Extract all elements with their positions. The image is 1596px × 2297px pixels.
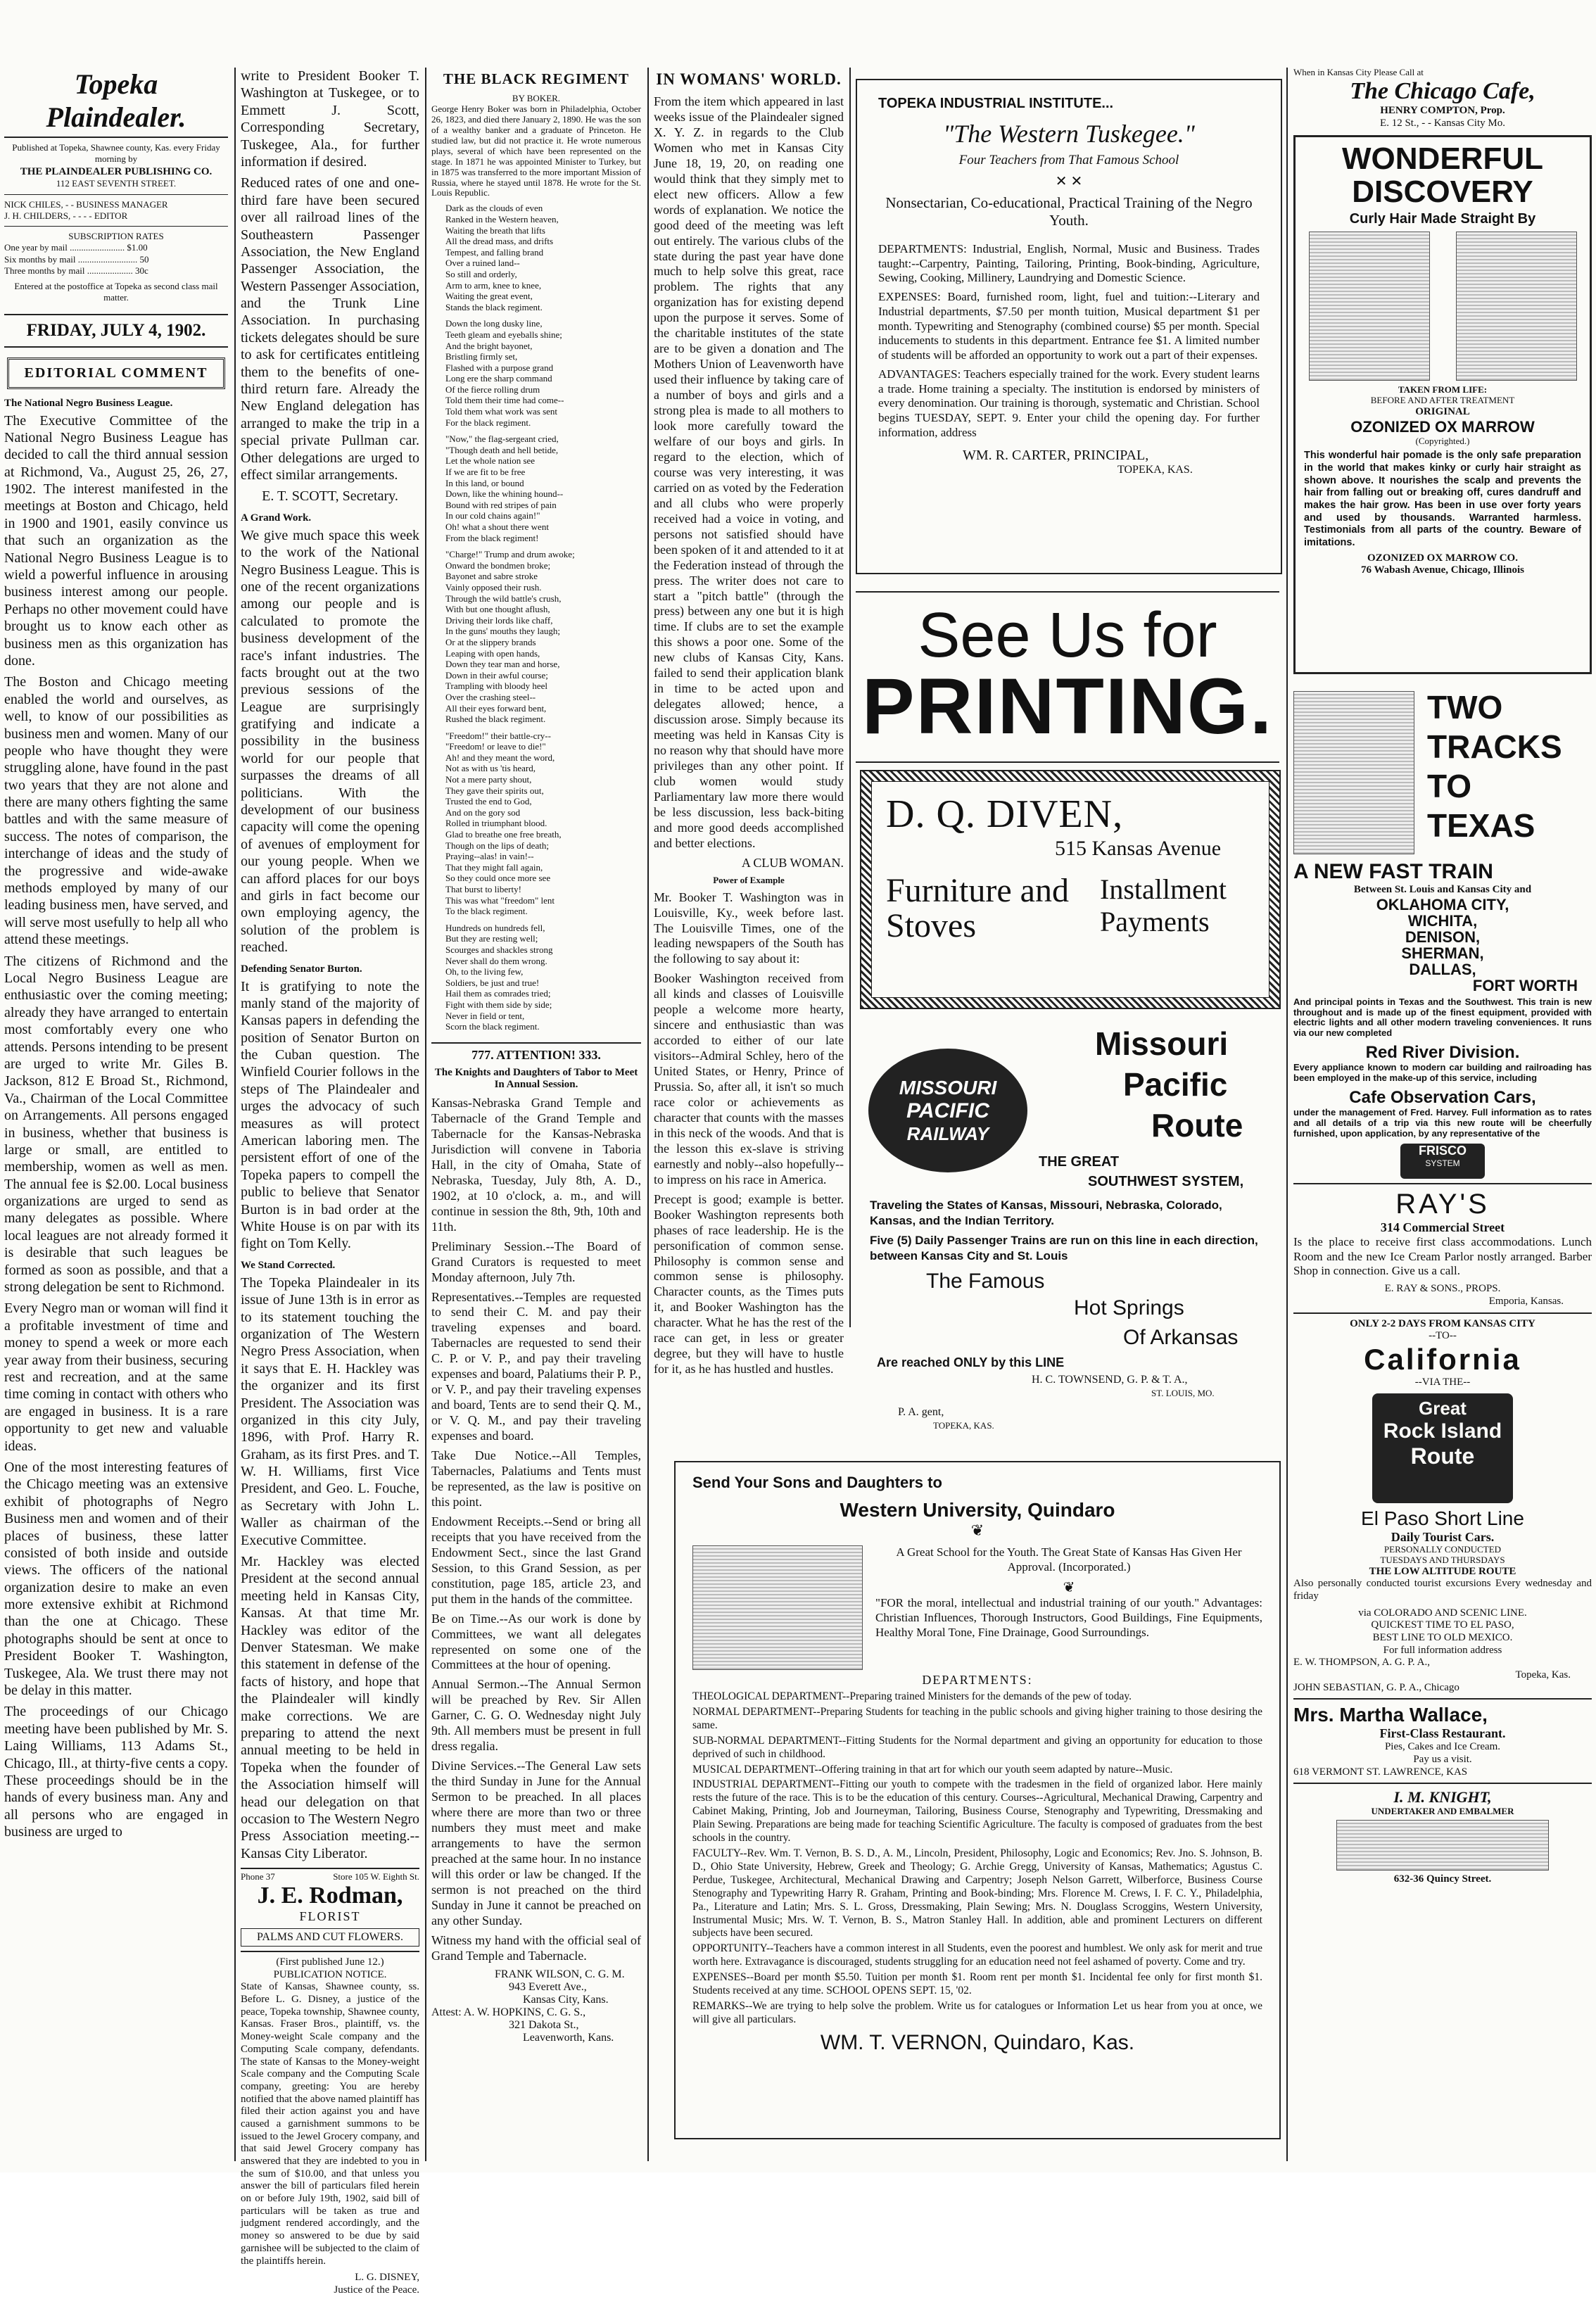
rates-title: SUBSCRIPTION RATES — [68, 231, 164, 241]
column-4 — [654, 68, 844, 1377]
wu-dept: FACULTY--Rev. Wm. T. Vernon, B. S. D., A. M., Lincoln, President, Philosophy, Logic and Economics; Rev. Jno. S. Johnson, B. D., Ohio State University, Hebrew, Greek and Theology; G. Archie Gregg, University of Kansas, Mathematics; Agustus C. Perdue, Tuskegee, Architectural, Mechanical Drawing and Carpentry; Joseph Nelson Garrett, Wilberforce, Business Course Stenography and Typewriting Harry R. Graham, Printing and Book-binding; Mrs. Florence M. Crews, I. F. C. Y., Philadelphia, Pa., Literature and Latin; Mrs. S. L. Gross, Dressmaking, Plain Sewing; Mrs. N. Douglass Scroggins, Western University, Instrumental Music; Mrs. W. T. Vernon, B. S., Matron Stanley Hall. In addition, able and prominent Lecturers on different subjects have been secured. — [692, 1847, 1262, 1940]
wallace-rest: First-Class Restaurant. — [1379, 1726, 1506, 1741]
paragraph: Preliminary Session.--The Board of Grand Curators is requested to meet Monday afternoon, July 7th. — [431, 1239, 641, 1284]
mopac-badge-icon: MISSOURI PACIFIC RAILWAY — [868, 1049, 1027, 1172]
knight-name: I. M. KNIGHT, — [1393, 1788, 1492, 1806]
after-portrait-illustration — [1456, 232, 1577, 381]
notice-body: State of Kansas, Shawnee county, ss. Before L. G. Disney, a justice of the peace, Topeka township, Shawnee county, Kansas. Fraser Bros., plaintiff, vs. the Money-weight Scale company and the Computing Scale company, defendants. The state of Kansas to the Money-weight Scale company and the Computing Scale company, greeting: You are hereby notified that the above named plaintiff has filed their action against you and have caused a garnishment summons to be issued to the Jewel Grocery company, and that said Jewel Grocery company has answered that they are indebted to you in the sum of $10.00, and that unless you answer the bill of particulars filed herein on or before July 19th, 1902, said bill of particulars will be taken as true and judgment rendered accordingly, and the money so answered to be due by said garnishee will be subjected to the claim of the plaintiffs herein. — [241, 1981, 419, 2267]
tracks-texas: TEXAS — [1427, 807, 1535, 844]
paragraph: write to President Booker T. Washington at Tuskegee, or to Emmett J. Scott, Corresponding Secretary, Tuskegee, Ala., for further information if desired. — [241, 68, 419, 170]
column-rule — [647, 68, 649, 2161]
paragraph: The citizens of Richmond and the Local Negro Business League are enthusiastic over the coming meeting; already they have arranged to entertain most comfortably every one who attends. Persons intending to be present are urged to write Mr. Giles B. Jackson, 812 E Broad St., Richmond, Va., Chairman of the Local Committee on Arrangements. All persons engaged in business, whether that business is large or small, are entitled to membership, women as well as men. The annual fee is $2.00. Local business organizations are urged to send as many delegates as possible. Where local leagues are not already formed it is desirable that such leagues be formed as soon as possible, and that a strong delegation be sent to Richmond. — [4, 953, 228, 1296]
city: SHERMAN, — [1401, 944, 1484, 963]
via-line: --VIA THE-- — [1414, 1376, 1471, 1388]
marrow-title: DISCOVERY — [1352, 174, 1533, 209]
notice-signature: L. G. DISNEY, — [355, 2272, 419, 2284]
florist-address: Store 105 W. Eighth St. — [333, 1871, 419, 1882]
wu-departments: DEPARTMENTS: — [922, 1673, 1033, 1687]
staff-line: J. H. CHILDERS, - - - - EDITOR — [4, 210, 128, 221]
column-rule — [234, 68, 236, 2161]
wu-dept: MUSICAL DEPARTMENT--Offering training in that art for which our youth seem adapted by nature--Music. — [692, 1763, 1173, 1776]
ad-mark: ✕ ✕ — [1055, 174, 1083, 189]
marrow-copy: (Copyrighted.) — [1415, 436, 1470, 447]
section-title: IN WOMANS' WORLD. — [656, 70, 842, 88]
wu-dept: INDUSTRIAL DEPARTMENT--Fitting our youth to compete with the tradesmen in the field of organized labor. Here mainly rests the future of the race. This is to be the education of this century. Courses--Agricultural, Mechanical Drawing, Carpentry and Cabinet Making, Printing, Job and Journeyman, Tailoring, Business Course, Stenography and Typewriting, Dressmaking and Plain Sewing. Preparations are being made for teaching Scientific Agriculture. The faculty is composed of graduates from the best schools in the country. — [692, 1778, 1262, 1844]
paragraph: We give much space this week to the work of the National Negro Business League. This is one of the recent organizations among our people and is calculated to promote the business development of the race's infant industries. The facts brought out at the two previous sessions of the League are surprisingly gratifying and indicate a possibility in the business world for our people that surpasses the dreams of all politicians. With the development of our business capacity will come the opening of avenues of employment for our young people. When we can afford places for our boys and girls in fact become our own employing agency, the solution of the problem is reached. — [241, 527, 419, 956]
paragraph: The Topeka Plaindealer in its issue of June 13th is in error as to its statement touching the organization of The Western Negro Press Association, when it says that E. H. Hackley was the organizer and its first President. The Association was organized in this city July, 1896, with Prof. Harry R. Graham, as its first Pres. and T. W. H. Williams, first Vice President, and Geo. L. Fouche, as Secretary with John L. Waller as chairman of the Executive Committee. — [241, 1274, 419, 1548]
marrow-product: OZONIZED OX MARROW — [1350, 418, 1535, 436]
to-line: --TO-- — [1429, 1330, 1457, 1342]
mopac-springs: Hot Springs — [1074, 1296, 1184, 1320]
full-info: For full information address — [1383, 1644, 1502, 1656]
paragraph: From the item which appeared in last weeks issue of the Plaindealer signed X. Y. Z. in regards to the Club Women who met in Kansas City June 18, 19, 20, on reading one would think that they simply met to elect new officers. Allow a few words of explanation. We notice the good deed of the meeting was left out entirely. The various clubs of the state during the past year have done much to help solve this great, race problem. The rights that any organization has for existing depend upon the purpose it serves. Some of the charitable institutes of the state are to be given a donation and The Mothers Union of Leavenworth have used their influence by taking care of a number of boys and girls and a strong plea is made to all mothers to look more carefully toward the welfare of our boys and girls. In regard to the election, which of course was very interesting, it was carried on as voted by the Federation and all clubs who were properly received had a voice in voting, and persons not satisfied should have been spoken of it and attended to it at the Federation instead of through the press. The writer does not care to start a "pitch battle" (through the press) between any one but it is high time. If clubs are to set the example this shows a poor one. Some of the new clubs of Kansas City, Kans. failed to send their application blank in time to be acted upon and delegates allowed; hence, a discussion arose. Simply because its meeting was held in Kansas City is no reason why that should have more privileges than any other point. If club women would study Parliamentary law more there would be less discussion, less back-biting and more good deeds accomplished and better elections. — [654, 94, 844, 850]
paragraph: Booker Washington received from all kinds and classes of Louisville people a welcome more hearty, sincere and enthusiastic than was accorded to either of our late visitors--Admiral Schley, hero of the United States, or Henry, Prince of Prussia. So, after all, it isn't so much race color or achievements as character that counts with the masses in this neck of the woods. And that is the lesson this ex-slave is striving earnestly and nobly--also hopefully--to impress on his race in America. — [654, 971, 844, 1187]
rays-body: Is the place to receive first class accommodations. Lunch Room and the new Ice Cream Parlor nostly arranged. Barber Shop in connection. Give us a call. — [1293, 1235, 1592, 1278]
cafe-prop: HENRY COMPTON, Prop. — [1380, 104, 1505, 116]
rock-island-logo-icon: Great Rock Island Route — [1372, 1393, 1513, 1503]
cafe-observation-body: under the management of Fred. Harvey. Full information as to rates and all details of a trip via this new route will be cheerfully furnished, upon application, by any representative of the — [1293, 1107, 1592, 1139]
daily: Daily Tourist Cars. — [1391, 1529, 1495, 1544]
via2: via COLORADO AND SCENIC LINE. — [1358, 1607, 1527, 1619]
pc: PERSONALLY CONDUCTED — [1383, 1543, 1502, 1555]
el-paso: El Paso Short Line — [1361, 1507, 1524, 1529]
poem-stanza: "Now," the flag-sergeant cried, "Though death and hell betide, Let the whole nation see If we are fit to be free In this land, or bound Down, like the whining hound-- Bound with red stripes of pain In our cold chains again!" Oh! what a shout there went From the black regiment! — [445, 434, 564, 543]
editorial-heading: EDITORIAL COMMENT — [7, 357, 225, 389]
poem-title: THE BLACK REGIMENT — [443, 70, 630, 87]
notice-title: PUBLICATION NOTICE. — [273, 1968, 387, 1980]
wu-name: Western University, Quindaro — [840, 1499, 1115, 1521]
mopac-ark: Of Arkansas — [1123, 1326, 1239, 1349]
mopac-states: Traveling the States of Kansas, Missouri, Nebraska, Colorado, Kansas, and the Indian Territory. — [870, 1198, 1222, 1228]
poem-stanza: Dark as the clouds of even Ranked in the Western heaven, Waiting the breath that lifts All the dread mass, and drifts Tempest, and falling brand Over a ruined land-- So still and orderly, Arm to arm, knee to knee, Waiting the great event, Stands the black regiment. — [445, 203, 559, 312]
article-heading: The National Negro Business League. — [4, 397, 173, 409]
ad-sub: Four Teachers from That Famous School — [958, 153, 1179, 167]
city: OKLAHOMA CITY, — [1376, 896, 1509, 913]
printing-ad — [856, 591, 1279, 763]
paragraph: Reduced rates of one and one-third fare have been secured over all railroad lines of the Southeastern Passenger Association, the New England Passenger Association, the Western Passenger Association, and the Trunk Line Association. In purchasing tickets delegates should be sure to ask for certificates entitleing them to the benefits of one-third return fare. Already the New England delegation has arranged to make the trip in a special private Pullman car. Other delegations are urged to effect similar arrangements. — [241, 175, 419, 483]
red-river: Red River Division. — [1365, 1043, 1520, 1063]
paragraph: Mr. Hackley was elected President at the second annual meeting held in Kansas City, Kansas. At that time Mr. Hackley was editor of the Denver Statesman. We make this statement in defense of the facts of history, and hope that the Plaindealer will kindly make corrections. We are preparing to attend the next annual meeting to be held in Topeka when the founder of the Association himself will head our delegation on that occasion to The Western Negro Press Association meeting.--Kansas City Liberator. — [241, 1554, 419, 1861]
paragraph: The Boston and Chicago meeting enabled the world and ourselves, as well, to know of our possibilities as business men and women. Many of our people who have thought they were struggling alone, have found in the past two years that they are not alone and there are many others fighting the same battles and with the same measure of success. The notes of comparison, the interchange of ideas and the study of the progressive and wide-awake methods employed by many of our leading business men, have served, and will serve most usefully to help all who attend these meetings. — [4, 674, 228, 948]
paragraph: Take Due Notice.--All Temples, Tabernacles, Palatiums and Tents must be represented, as the law is positive on this point. — [431, 1448, 641, 1509]
paragraph: Precept is good; example is better. Booker Washington represents both phases of race leadership. He is the personification of common sense. Philosophy is common sense and common sense is philosophy. Character counts, as the Times puts it, and Booker Washington has the character. What he has the rest of the race can get, in less or greater degree, but they will have to hustle for it, as he has hustled and hustles. — [654, 1191, 844, 1377]
paragraph: The Executive Committee of the National Negro Business League has decided to call the third annual session at Richmond, Va., August 25, 26, 27, 1902. The interest manifested in the meetings at Boston and Chicago, held in 1900 and 1901, easily convince us that such an organization as the National Negro Business League is to wield a powerful influence in arousing business interest among our people. Perhaps no other movement could have brought us to know each other as business men as this organization has done. — [4, 412, 228, 669]
mopac-ad-lower — [856, 1326, 1279, 1436]
signature: FRANK WILSON, C. G. M. — [495, 1968, 625, 1980]
wu-dept: SUB-NORMAL DEPARTMENT--Fitting Students for the Normal department and giving an opportunity for education to those deprived of such in childhood. — [692, 1734, 1262, 1760]
article-heading: Power of Example — [713, 874, 785, 885]
column-3 — [431, 68, 641, 2161]
masthead-address: 112 EAST SEVENTH STREET. — [56, 178, 177, 189]
marrow-title: WONDERFUL — [1342, 141, 1543, 177]
florist-phone: Phone 37 — [241, 1871, 275, 1882]
paragraph: Every Negro man or woman will find it a profitable investment of time and money to spend a week or more each year away from their business, securing rest and recreation, and at the same time coming in contact with others who are engaged in business. It is a rare opportunity to get new and valuable ideas. — [4, 1301, 228, 1454]
mopac-agent: P. A. gent, — [898, 1406, 944, 1418]
column-2 — [241, 68, 419, 2296]
diven-left: Furniture and Stoves — [886, 872, 1069, 945]
article-heading: Defending Senator Burton. — [241, 963, 362, 975]
poem-stanza: Hundreds on hundreds fell, But they are resting well; Scourges and shackles strong Never shall do them wrong. Oh, to the living few, Soldiers, be just and true! Hail them as comrades tried; Fight with them side by side; Never in field or tent, Scorn the black regiment. — [445, 922, 553, 1032]
paragraph: Endowment Receipts.--Send or bring all receipts that you have received from the Endowment Sect., since the last Grand Session, to this Grand Session, as per constitution, page 185, article 23, and put them in the hands of the committee. — [431, 1514, 641, 1606]
wallace-address: 618 VERMONT ST. LAWRENCE, KAS — [1293, 1766, 1468, 1778]
rays-address: 314 Commercial Street — [1380, 1220, 1505, 1234]
diven-right: Installment Payments — [1100, 873, 1227, 937]
low-altitude: THE LOW ALTITUDE ROUTE — [1369, 1565, 1516, 1577]
paragraph: Divine Services.--The General Law sets the third Sunday in June for the Annual Sermon to be preached. In all places where there are more than two or three numbers they must meet and make arrangements to have the sermon preached at the same hour. In no instance will this order or law be changed. If the sermon is not preached on the third Sunday in June it cannot be preached on any other Sunday. — [431, 1759, 641, 1928]
wallace-name: Mrs. Martha Wallace, — [1293, 1704, 1488, 1726]
notice-role: Justice of the Peace. — [334, 2284, 419, 2296]
wu-tagline: "FOR the moral, intellectual and industrial training of our youth." Advantages: Christian Influences, Thorough Instructors, Good Buildings, Fine Equipments, Healthy Moral Tone, Fine Drainage, Good Surroundings. — [875, 1596, 1262, 1639]
ad-departments: DEPARTMENTS: Industrial, English, Normal, Music and Business. Trades taught:--Carpentry, Painting, Tailoring, Printing, Book-binding, Agriculture, Sewing, Cooking, Millinery, Laundrying and Domestic Science. — [878, 242, 1260, 285]
also-line: Also personally conducted tourist excursions Every wednesday and friday — [1293, 1578, 1592, 1602]
cafe-address: E. 12 St., - - Kansas City Mo. — [1380, 117, 1505, 129]
train-between: Between St. Louis and Kansas City and — [1353, 884, 1532, 896]
issue-date: FRIDAY, JULY 4, 1902. — [4, 314, 228, 348]
masthead-published: Published at Topeka, Shawnee county, Kas. every Friday morning by — [12, 142, 220, 165]
ad-line: Nonsectarian, Co-educational, Practical Training of the Negro Youth. — [885, 194, 1253, 229]
mopac-great: THE GREAT — [1039, 1154, 1120, 1170]
rate-line: Three months by mail .................... 30c — [4, 265, 148, 276]
wu-dept: NORMAL DEPARTMENT--Preparing Students for teaching in the public schools and giving higher training to those desiring the same. — [692, 1705, 1262, 1731]
florist-line: PALMS AND CUT FLOWERS. — [241, 1928, 419, 1947]
mopac-ad — [856, 1020, 1279, 1330]
mopac-agent-city: ST. LOUIS, MO. — [1151, 1388, 1215, 1398]
fast-train: A NEW FAST TRAIN — [1293, 860, 1493, 884]
quick: QUICKEST TIME TO EL PASO, — [1371, 1619, 1514, 1631]
poem-stanza: "Freedom!" their battle-cry-- "Freedom! or leave to die!" Ah! and they meant the word, Not as with us 'tis heard, Not a mere party shout, They gave their spirits out, Trusted the end to God, And on the gory sod Rolled in triumphant blood. Glad to breathe one free breath, Though on the lips of death; Praying--alas! in vain!-- That they might fall again, So they could once more see That burst to liberty! This was what "freedom" lent To the black regiment. — [445, 730, 562, 917]
paragraph: Witness my hand with the official seal of Grand Temple and Tabernacle. — [431, 1932, 641, 1963]
ad-place: TOPEKA, KAS. — [1117, 463, 1193, 476]
knight-address: 632-36 Quincy Street. — [1393, 1873, 1492, 1885]
diven-name: D. Q. DIVEN, — [886, 792, 1124, 836]
mopac-agent: H. C. TOWNSEND, G. P. & T. A., — [1032, 1374, 1188, 1386]
marrow-company: OZONIZED OX MARROW CO. — [1367, 552, 1518, 564]
column-rule — [425, 68, 426, 2161]
signature: Leavenworth, Kans. — [523, 2031, 614, 2044]
wallace-pies: Pies, Cakes and Ice Cream. — [1384, 1741, 1501, 1753]
paragraph: Annual Sermon.--The Annual Sermon will be preached by Rev. Sir Allen Garner, C. G. O. Wednesday night July 9th. All members must be present in full dress regalia. — [431, 1677, 641, 1754]
printing-line-2: PRINTING. — [861, 662, 1274, 750]
column-rule — [1286, 68, 1288, 2161]
cafe-pre: When in Kansas City Please Call at — [1293, 67, 1424, 77]
hand-illustration — [1293, 691, 1414, 854]
cafe-observation: Cafe Observation Cars, — [1349, 1088, 1536, 1108]
mopac-reached: Are reached ONLY by this LINE — [877, 1355, 1065, 1369]
paragraph: Representatives.--Temples are requested to send their C. M. and pay their traveling expenses and board. Tabernacles are requested to send their C. P. or V. P., and pay their traveling expenses and board, Palatiums their P. P., or V. P., and pay their traveling expenses and board, Tents are to send their Q. M., or V. Q. M., and pay their traveling expenses and board. — [431, 1289, 641, 1443]
paragraph: Be on Time.--As our work is done by Committees, we want all delegates represented on some one of the Committees at the hour of opening. — [431, 1611, 641, 1672]
paragraph: It is gratifying to note the manly stand of the majority of Kansas papers in defending the position of Senator Burton on the Cuban question. The Winfield Courier follows in the steps of The Plaindealer and urges the advocacy of such measures as will protect American laboring men. The persistent effort of one of the Topeka papers to compell the public to believe that Senator Burton is in bad order at the White House is on par with its fight on Tom Kelly. — [241, 978, 419, 1252]
wu-dept: EXPENSES--Board per month $5.50. Tuition per month $1. Room rent per month $1. Incidental fee only for first month $1. Students received at any time. SCHOOL OPENS SEPT. 15, '02. — [692, 1971, 1262, 1997]
city: FORT WORTH — [1472, 977, 1578, 995]
agent-place: Topeka, Kas. — [1515, 1669, 1571, 1681]
rays-place: Emporia, Kansas. — [1488, 1295, 1564, 1307]
marrow-body: This wonderful hair pomade is the only safe preparation in the world that makes kinky or curly hair straight as shown above. It nourishes the scalp and prevents the hair from falling out or breaking off, cures dandruff and makes the hair grow. Has been in use over forty years and used by thousands. Warranted harmless. Testimonials from all parts of the country. Beware of imitations. — [1304, 450, 1581, 548]
before-portrait-illustration — [1309, 232, 1430, 381]
rate-line: One year by mail ........................ $1.00 — [4, 242, 148, 253]
article-heading: We Stand Corrected. — [241, 1259, 336, 1271]
printing-line-1: See Us for — [918, 600, 1217, 671]
paragraph: Kansas-Nebraska Grand Temple and Tabernacle of the Grand Temple and Tabernacle for the Kansas-Nebraska Jurisdiction will convene in Taboria Hall, in the city of Omaha, State of Nebraska, Tuesday, July 8th, A. D., 1902, at 10 o'clock, a. m., and will continue in session the 8th, 9th, 10th and 11th. — [431, 1096, 641, 1234]
column-1 — [4, 68, 228, 2161]
best: BEST LINE TO OLD MEXICO. — [1372, 1631, 1513, 1643]
marrow-ad — [1293, 135, 1592, 674]
ad-advantages: ADVANTAGES: Teachers especially trained for the work. Every student learns a trade. Home training a specialty. The institution is endorsed by ministers of every denomination. Our training is thorough, systematic and Christian. School begins TUESDAY, SEPT. 9. Enter your child the opening day. For further information, address — [878, 367, 1260, 439]
city: DALLAS, — [1409, 961, 1476, 979]
article-heading: A Grand Work. — [241, 512, 312, 524]
tracks-to: TO — [1427, 768, 1472, 805]
signature: Attest: A. W. HOPKINS, C. G. S., — [431, 2006, 586, 2018]
wu-tagline: A Great School for the Youth. The Great State of Kansas Has Given Her Approval. (Incorporated.) — [896, 1545, 1242, 1574]
city: DENISON, — [1405, 928, 1481, 947]
wu-ornament: ❦ — [970, 1521, 984, 1539]
signature: E. T. SCOTT, Secretary. — [262, 488, 398, 505]
red-river-body: Every appliance known to modern car building and railroading has been employed in the make-up of this service, including — [1293, 1062, 1592, 1084]
mopac-trains: Five (5) Daily Passenger Trains are run on this line in each direction, between Kansas City and St. Louis — [870, 1234, 1258, 1263]
wu-dept: REMARKS--We are trying to help solve the problem. Write us for catalogues or Information Let us hear from you at once, we will give all particulars. — [692, 1999, 1262, 2025]
mopac-sw: SOUTHWEST SYSTEM, — [1088, 1174, 1244, 1189]
agent: E. W. THOMPSON, A. G. P. A., — [1293, 1657, 1430, 1669]
rate-line: Six months by mail .......................... 50 — [4, 253, 149, 265]
mopac-title-2: Pacific — [1123, 1066, 1228, 1103]
rays-name: RAY'S — [1395, 1189, 1490, 1220]
signature: 943 Everett Ave., — [509, 1980, 587, 1993]
wu-head: Send Your Sons and Daughters to — [692, 1474, 942, 1491]
city: WICHITA, — [1407, 912, 1478, 930]
knight-title: UNDERTAKER AND EMBALMER — [1371, 1806, 1514, 1817]
paragraph: The proceedings of our Chicago meeting have been published by Mr. S. Laing Williams, 113 Adams St., Chicago, Ill., at thirty-five cents a copy. These proceedings should be in the hands of every business man. Any and all persons who are engaged in business are urged to — [4, 1704, 228, 1840]
mopac-title-1: Missouri — [1095, 1025, 1229, 1062]
two-tracks-ad — [1293, 684, 1592, 860]
wallace-pay: Pay us a visit. — [1413, 1754, 1472, 1766]
paragraph: Mr. Booker T. Washington was in Louisville, Ky., week before last. The Louisville Times, one of the leading newspapers of the South has the following to say about it: — [654, 890, 844, 966]
attention-heading: 777. ATTENTION! 333. — [471, 1047, 601, 1062]
mopac-famous: The Famous — [926, 1270, 1045, 1293]
tracks-two: TWO — [1427, 689, 1503, 726]
frisco-logo-icon: FRISCO SYSTEM — [1400, 1144, 1485, 1179]
university-building-illustration — [692, 1545, 863, 1670]
diven-address: 515 Kansas Avenue — [1055, 837, 1222, 860]
only-days: ONLY 2-2 DAYS FROM KANSAS CITY — [1350, 1317, 1535, 1329]
poem-byline: BY BOKER. — [512, 93, 561, 103]
staff-line: NICK CHILES, - - BUSINESS MANAGER — [4, 198, 168, 210]
hearse-illustration — [1336, 1820, 1549, 1871]
notice-published: (First published June 12.) — [276, 1956, 384, 1968]
mopac-title-3: Route — [1151, 1107, 1243, 1144]
signature: Kansas City, Kans. — [523, 1993, 609, 2006]
wu-dept: OPPORTUNITY--Teachers have a common interest in all Students, even the poorest and humblest. We only ask for merit and true worth here. Extravagance is discouraged, students struggling for an education need not feel ashamed of poverty. Come and try. — [692, 1942, 1262, 1968]
column-rule — [849, 68, 851, 1327]
marrow-address: 76 Wabash Avenue, Chicago, Illinois — [1360, 564, 1524, 576]
california: California — [1364, 1342, 1521, 1376]
poem-stanza: Down the long dusky line, Teeth gleam and eyeballs shine; And the bright bayonet, Bristling firmly set, Flashed with a purpose grand Long ere the sharp command Of the fierce rolling drum Told them their time had come-- Told them what work was sent For the black regiment. — [445, 318, 564, 428]
agent2: JOHN SEBASTIAN, G. P. A., Chicago — [1293, 1681, 1459, 1693]
article-heading: The Knights and Daughters of Tabor to Meet In Annual Session. — [434, 1066, 638, 1091]
western-university-ad — [674, 1461, 1281, 2139]
signature: A CLUB WOMAN. — [741, 855, 844, 870]
wu-ornament: ❦ — [1063, 1580, 1075, 1596]
cafe-name: The Chicago Cafe, — [1350, 77, 1535, 104]
ad-name: "The Western Tuskegee." — [943, 120, 1195, 148]
column-6 — [1293, 68, 1592, 2161]
tuskegee-ad — [856, 79, 1282, 574]
entered-note: Entered at the postoffice at Topeka as second class mail matter. — [14, 281, 218, 303]
poem-intro: George Henry Boker was born in Philadelphia, October 26, 1823, and died there January 2, 1890. He was the son of a wealthy banker and a graduate of Princeton. He studied law, but did not practice it. He wrote numerous plays, several of which have been represented on the stage. In 1871 he was appointed Minister to Turkey, but in 1875 was transferred to the more important Mission of Russia, where he stayed until 1878. He wrote for the St. Louis Republic. — [431, 103, 641, 198]
marrow-taken: TAKEN FROM LIFE: — [1398, 384, 1488, 395]
florist-sub: FLORIST — [299, 1909, 361, 1923]
mopac-agent-city: TOPEKA, KAS. — [933, 1420, 994, 1431]
masthead-company: THE PLAINDEALER PUBLISHING CO. — [20, 165, 213, 177]
ad-signature: WM. R. CARTER, PRINCIPAL, — [963, 447, 1149, 463]
poem-stanza: "Charge!" Trump and drum awoke; Onward the bondmen broke; Bayonet and sabre stroke Vainly opposed their rush. Through the wild battle's crush, With but one thought aflush, Driving their lords like chaff, In the guns' mouths they laugh; Or at the slippery brands Leaping with open hands, Down they tear man and horse, Down in their awful course; Trampling with bloody heel Over the crashing steel-- All their eyes forward bent, Rushed the black regiment. — [445, 549, 575, 725]
paragraph: One of the most interesting features of the Chicago meeting was an extensive exhibit of photographs of Negro Business men and women and of their places of business, these latter consisted of both inside and outside views. The officers of the national organization desire to make an even more extensive exhibit at Richmond than the one at Chicago. These photographs should be sent at once to President Booker T. Washington, Tuskegee, Ala. We trust there may not be delay in this matter. — [4, 1459, 228, 1699]
ad-title: TOPEKA INDUSTRIAL INSTITUTE... — [878, 96, 1114, 111]
marrow-sub: Curly Hair Made Straight By — [1349, 210, 1536, 227]
rays-sign: E. RAY & SONS., PROPS. — [1384, 1283, 1501, 1295]
train-body: And principal points in Texas and the Southwest. This train is new throughout and is made up of the finest equipment, provided with electric lights and all other modern traveling conveniences. It runs via our new completed — [1293, 996, 1592, 1039]
signature: 321 Dakota St., — [509, 2018, 579, 2031]
tracks-word: TRACKS — [1427, 728, 1562, 766]
marrow-orig: ORIGINAL — [1415, 405, 1470, 417]
ad-expenses: EXPENSES: Board, furnished room, light, fuel and tuition:--Literary and Industrial departments, $7.50 per month tuition, Musical department $1 per month. Typewriting and Stenography (combined course) $5 per month. Special inducements to students in this department. Entrance fee $1. A limited number of students will be afforded an opportunity to work out a part of their expenses. — [878, 290, 1260, 362]
marrow-before: BEFORE AND AFTER TREATMENT — [1370, 394, 1515, 405]
masthead-title: Topeka Plaindealer. — [4, 68, 228, 138]
wu-signature: WM. T. VERNON, Quindaro, Kas. — [820, 2030, 1135, 2054]
florist-name: J. E. Rodman, — [257, 1882, 403, 1909]
tue: TUESDAYS AND THURSDAYS — [1380, 1554, 1505, 1565]
diven-ad — [860, 770, 1281, 1009]
wu-dept: THEOLOGICAL DEPARTMENT--Preparing trained Ministers for the demands of the pew of today. — [692, 1690, 1132, 1702]
